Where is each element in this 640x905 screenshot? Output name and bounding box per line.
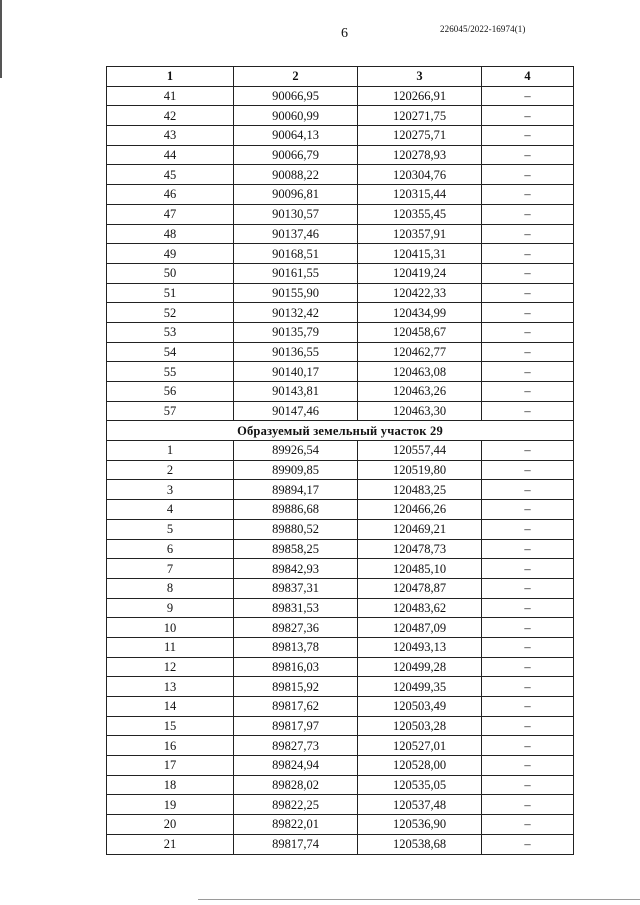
table-cell: – — [482, 697, 574, 717]
table-cell: 50 — [107, 263, 234, 283]
table-cell: – — [482, 716, 574, 736]
table-cell: 120557,44 — [358, 441, 482, 461]
table-row — [107, 244, 574, 264]
table-row — [107, 677, 574, 697]
table-cell: 120536,90 — [358, 815, 482, 835]
table-cell: – — [482, 637, 574, 657]
document-reference: 226045/2022-16974(1) — [440, 24, 526, 34]
table-cell: – — [482, 834, 574, 854]
table-cell: 89880,52 — [234, 519, 358, 539]
table-cell: – — [482, 677, 574, 697]
table-cell: 120478,73 — [358, 539, 482, 559]
table-cell: – — [482, 736, 574, 756]
table-cell: 120537,48 — [358, 795, 482, 815]
table-cell: 90060,99 — [234, 106, 358, 126]
table-cell: 89909,85 — [234, 460, 358, 480]
table-row — [107, 145, 574, 165]
table-cell: 120527,01 — [358, 736, 482, 756]
table-cell: 90143,81 — [234, 382, 358, 402]
table-row — [107, 500, 574, 520]
table-cell: 90137,46 — [234, 224, 358, 244]
table-cell: – — [482, 126, 574, 146]
table-row — [107, 204, 574, 224]
table-cell: 89827,73 — [234, 736, 358, 756]
table-row — [107, 126, 574, 146]
table-cell: 57 — [107, 401, 234, 421]
table-cell: 90132,42 — [234, 303, 358, 323]
table-cell: – — [482, 204, 574, 224]
table-row — [107, 165, 574, 185]
table-cell: 89837,31 — [234, 578, 358, 598]
table-cell: 120463,08 — [358, 362, 482, 382]
table-cell: 89886,68 — [234, 500, 358, 520]
table-cell: 6 — [107, 539, 234, 559]
table-cell: 7 — [107, 559, 234, 579]
table-cell: 1 — [107, 441, 234, 461]
table-cell: 89822,25 — [234, 795, 358, 815]
table-cell: – — [482, 342, 574, 362]
table-cell: 89813,78 — [234, 637, 358, 657]
column-header: 4 — [482, 67, 574, 87]
column-header: 2 — [234, 67, 358, 87]
table-cell: – — [482, 519, 574, 539]
table-cell: 90088,22 — [234, 165, 358, 185]
table-cell: 120458,67 — [358, 322, 482, 342]
table-row — [107, 342, 574, 362]
table-cell: 90147,46 — [234, 401, 358, 421]
table-cell: 120357,91 — [358, 224, 482, 244]
table-cell: – — [482, 756, 574, 776]
table-cell: 120355,45 — [358, 204, 482, 224]
table-row — [107, 519, 574, 539]
table-cell: 89817,74 — [234, 834, 358, 854]
section-title: Образуемый земельный участок 29 — [107, 421, 574, 441]
table-cell: 89824,94 — [234, 756, 358, 776]
table-cell: 10 — [107, 618, 234, 638]
table-cell: 53 — [107, 322, 234, 342]
table-row — [107, 382, 574, 402]
table-row — [107, 460, 574, 480]
table-cell: 89831,53 — [234, 598, 358, 618]
table-cell: – — [482, 598, 574, 618]
table-header-row — [107, 67, 574, 87]
table-cell: 120503,28 — [358, 716, 482, 736]
table-row — [107, 637, 574, 657]
table-cell: – — [482, 382, 574, 402]
table-cell: – — [482, 362, 574, 382]
table-cell: 120469,21 — [358, 519, 482, 539]
table-cell: 120415,31 — [358, 244, 482, 264]
table-cell: 15 — [107, 716, 234, 736]
table-cell: – — [482, 145, 574, 165]
table-row — [107, 559, 574, 579]
table-row — [107, 578, 574, 598]
table-cell: – — [482, 441, 574, 461]
table-cell: 120463,26 — [358, 382, 482, 402]
table-cell: 120434,99 — [358, 303, 482, 323]
table-cell: 89822,01 — [234, 815, 358, 835]
table-cell: 49 — [107, 244, 234, 264]
table-cell: – — [482, 815, 574, 835]
table-cell: 120487,09 — [358, 618, 482, 638]
table-cell: 54 — [107, 342, 234, 362]
section-row — [107, 421, 574, 441]
table-cell: 120271,75 — [358, 106, 482, 126]
table-cell: 90096,81 — [234, 185, 358, 205]
table-cell: – — [482, 185, 574, 205]
table-cell: – — [482, 795, 574, 815]
table-cell: 89816,03 — [234, 657, 358, 677]
table-row — [107, 86, 574, 106]
table-cell: 120499,35 — [358, 677, 482, 697]
table-row — [107, 401, 574, 421]
page-number: 6 — [341, 26, 348, 41]
table-cell: 18 — [107, 775, 234, 795]
table-body-plot-29 — [107, 441, 574, 854]
table-cell: 90064,13 — [234, 126, 358, 146]
table-cell: – — [482, 559, 574, 579]
table-cell: – — [482, 401, 574, 421]
table-cell: 55 — [107, 362, 234, 382]
table-row — [107, 697, 574, 717]
table-row — [107, 756, 574, 776]
table-cell: – — [482, 460, 574, 480]
table-cell: 120528,00 — [358, 756, 482, 776]
column-header: 3 — [358, 67, 482, 87]
table-cell: 8 — [107, 578, 234, 598]
table-cell: 120422,33 — [358, 283, 482, 303]
table-cell: 120519,80 — [358, 460, 482, 480]
table-cell: 89828,02 — [234, 775, 358, 795]
table-cell: – — [482, 303, 574, 323]
table-row — [107, 106, 574, 126]
table-cell: 120535,05 — [358, 775, 482, 795]
table-cell: 89894,17 — [234, 480, 358, 500]
table-cell: – — [482, 500, 574, 520]
section-block — [107, 421, 574, 441]
table-cell: – — [482, 322, 574, 342]
table-cell: – — [482, 618, 574, 638]
table-row — [107, 834, 574, 854]
table-cell: 120493,13 — [358, 637, 482, 657]
table-cell: 45 — [107, 165, 234, 185]
table-cell: 42 — [107, 106, 234, 126]
table-cell: 120483,62 — [358, 598, 482, 618]
table-cell: 120466,26 — [358, 500, 482, 520]
table-row — [107, 263, 574, 283]
table-cell: 120275,71 — [358, 126, 482, 146]
table-row — [107, 303, 574, 323]
table-cell: 17 — [107, 756, 234, 776]
table-cell: 2 — [107, 460, 234, 480]
table-cell: 90140,17 — [234, 362, 358, 382]
table-cell: – — [482, 263, 574, 283]
table-row — [107, 441, 574, 461]
table-cell: – — [482, 244, 574, 264]
table-row — [107, 362, 574, 382]
table-cell: – — [482, 480, 574, 500]
table-cell: – — [482, 539, 574, 559]
table-cell: 52 — [107, 303, 234, 323]
table-cell: 90168,51 — [234, 244, 358, 264]
table-row — [107, 185, 574, 205]
table-cell: 90130,57 — [234, 204, 358, 224]
left-margin-rule — [0, 0, 2, 78]
table-row — [107, 618, 574, 638]
table-cell: 56 — [107, 382, 234, 402]
table-cell: 41 — [107, 86, 234, 106]
table-cell: 89842,93 — [234, 559, 358, 579]
table-cell: – — [482, 578, 574, 598]
table-cell: 89827,36 — [234, 618, 358, 638]
table-cell: 120315,44 — [358, 185, 482, 205]
table-cell: 120278,93 — [358, 145, 482, 165]
table-cell: 90066,79 — [234, 145, 358, 165]
table-cell: 89858,25 — [234, 539, 358, 559]
table-row — [107, 283, 574, 303]
table-cell: 4 — [107, 500, 234, 520]
table-row — [107, 775, 574, 795]
table-cell: 120478,87 — [358, 578, 482, 598]
table-cell: 89817,97 — [234, 716, 358, 736]
table-cell: 120463,30 — [358, 401, 482, 421]
table-cell: 43 — [107, 126, 234, 146]
table-cell: 20 — [107, 815, 234, 835]
table-cell: – — [482, 106, 574, 126]
table-cell: 14 — [107, 697, 234, 717]
table-cell: 90136,55 — [234, 342, 358, 362]
table-cell: – — [482, 86, 574, 106]
table-cell: 12 — [107, 657, 234, 677]
table-cell: – — [482, 283, 574, 303]
bottom-rule — [198, 899, 640, 900]
table-cell: 120419,24 — [358, 263, 482, 283]
table-cell: 5 — [107, 519, 234, 539]
coordinates-table — [106, 66, 574, 855]
table-cell: 11 — [107, 637, 234, 657]
table-row — [107, 598, 574, 618]
table-cell: 19 — [107, 795, 234, 815]
table-cell: 89817,62 — [234, 697, 358, 717]
table-cell: – — [482, 657, 574, 677]
table-cell: 48 — [107, 224, 234, 244]
column-header: 1 — [107, 67, 234, 87]
table-cell: 120503,49 — [358, 697, 482, 717]
table-cell: 51 — [107, 283, 234, 303]
table-cell: 16 — [107, 736, 234, 756]
table-cell: 46 — [107, 185, 234, 205]
table-cell: 89926,54 — [234, 441, 358, 461]
table-cell: 13 — [107, 677, 234, 697]
table-cell: 120499,28 — [358, 657, 482, 677]
table-cell: 90161,55 — [234, 263, 358, 283]
table-row — [107, 736, 574, 756]
table-cell: 89815,92 — [234, 677, 358, 697]
table-cell: – — [482, 165, 574, 185]
table-cell: – — [482, 775, 574, 795]
table-cell: 120538,68 — [358, 834, 482, 854]
table-row — [107, 657, 574, 677]
table-cell: 21 — [107, 834, 234, 854]
table-row — [107, 539, 574, 559]
table-row — [107, 795, 574, 815]
table-row — [107, 224, 574, 244]
table-body-continued — [107, 86, 574, 421]
table-cell: 120462,77 — [358, 342, 482, 362]
table-row — [107, 480, 574, 500]
table-cell: – — [482, 224, 574, 244]
table-cell: 120266,91 — [358, 86, 482, 106]
table-row — [107, 815, 574, 835]
table-cell: 120304,76 — [358, 165, 482, 185]
table-cell: 90155,90 — [234, 283, 358, 303]
table-cell: 44 — [107, 145, 234, 165]
table-cell: 47 — [107, 204, 234, 224]
table-cell: 3 — [107, 480, 234, 500]
table-cell: 90066,95 — [234, 86, 358, 106]
table-cell: 90135,79 — [234, 322, 358, 342]
table-cell: 9 — [107, 598, 234, 618]
table-cell: 120483,25 — [358, 480, 482, 500]
table-row — [107, 322, 574, 342]
table-row — [107, 716, 574, 736]
table-cell: 120485,10 — [358, 559, 482, 579]
